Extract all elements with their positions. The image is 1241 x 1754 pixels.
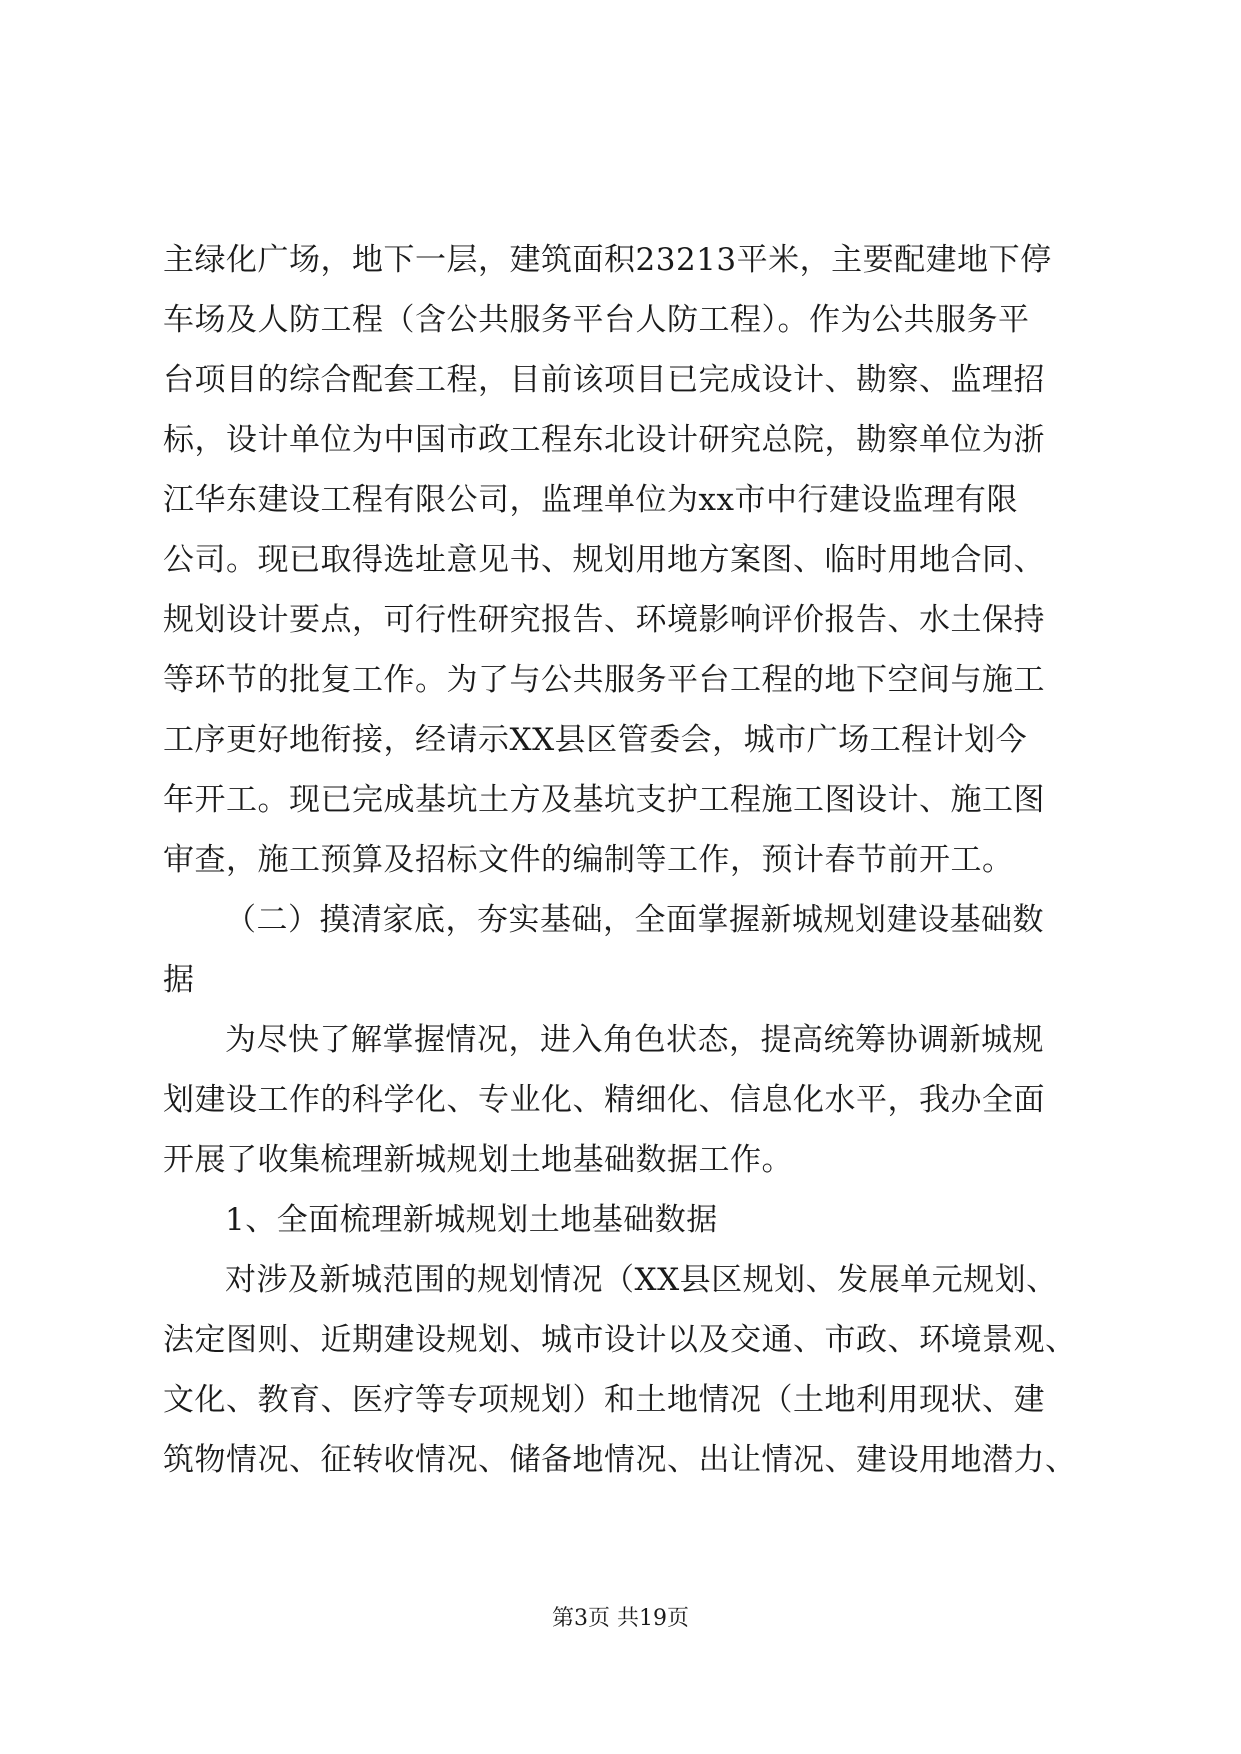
paragraph-line: 公司。现已取得选址意见书、规划用地方案图、临时用地合同、 [163, 542, 1045, 578]
paragraph-line: 法定图则、近期建设规划、城市设计以及交通、市政、环境景观、 [163, 1322, 1077, 1358]
paragraph-line: 工序更好地衔接，经请示XX县区管委会，城市广场工程计划今 [163, 722, 1028, 758]
section-heading-line: 据 [163, 962, 195, 998]
paragraph-line: 筑物情况、征转收情况、储备地情况、出让情况、建设用地潜力、 [163, 1442, 1077, 1478]
page-number-footer: 第3页 共19页 [552, 1606, 689, 1631]
paragraph-line: 年开工。现已完成基坑土方及基坑支护工程施工图设计、施工图 [163, 782, 1045, 818]
paragraph-line: 划建设工作的科学化、专业化、精细化、信息化水平，我办全面 [163, 1082, 1045, 1118]
paragraph-line: 主绿化广场，地下一层，建筑面积23213平米，主要配建地下停 [163, 242, 1052, 278]
paragraph-line: 审查，施工预算及招标文件的编制等工作，预计春节前开工。 [163, 842, 1014, 878]
subheading-line: 1、全面梳理新城规划土地基础数据 [225, 1202, 718, 1238]
paragraph-line: 标，设计单位为中国市政工程东北设计研究总院，勘察单位为浙 [163, 422, 1045, 458]
paragraph-line: 台项目的综合配套工程，目前该项目已完成设计、勘察、监理招 [163, 362, 1045, 398]
paragraph-line: 开展了收集梳理新城规划土地基础数据工作。 [163, 1142, 793, 1178]
section-heading-line: （二）摸清家底，夯实基础，全面掌握新城规划建设基础数 [225, 902, 1044, 938]
body-text [163, 230, 1093, 1490]
paragraph-line: 为尽快了解掌握情况，进入角色状态，提高统筹协调新城规 [225, 1022, 1044, 1058]
paragraph-line: 文化、教育、医疗等专项规划）和土地情况（土地利用现状、建 [163, 1382, 1045, 1418]
paragraph-line: 规划设计要点，可行性研究报告、环境影响评价报告、水土保持 [163, 602, 1045, 638]
paragraph-line: 车场及人防工程（含公共服务平台人防工程）。作为公共服务平 [163, 302, 1030, 338]
paragraph-line: 对涉及新城范围的规划情况（XX县区规划、发展单元规划、 [225, 1262, 1058, 1298]
paragraph-line: 江华东建设工程有限公司，监理单位为xx市中行建设监理有限 [163, 482, 1018, 518]
paragraph-line: 等环节的批复工作。为了与公共服务平台工程的地下空间与施工 [163, 662, 1045, 698]
